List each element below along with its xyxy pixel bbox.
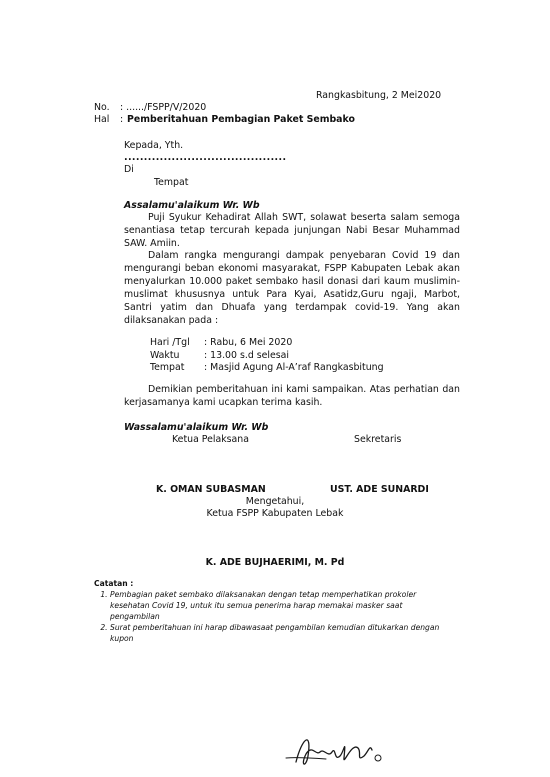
signature-graphic (282, 728, 386, 772)
detail-key: Hari /Tgl (150, 337, 190, 348)
number-value: : ....../FSPP/V/2020 (120, 102, 207, 113)
subject-colon: : (120, 114, 124, 125)
acknowledged-label: Mengetahui, (245, 496, 305, 507)
note-item: 2. Surat pemberitahuan ini harap dibawasaat pengambilan kemudian ditukarkan dengan kupon (110, 622, 454, 644)
detail-row-place (150, 361, 384, 374)
opening-salutation: Assalamu'alaikum Wr. Wb (124, 200, 260, 211)
recipient-dots: ......................................... (124, 152, 287, 163)
chairman-title: Ketua Pelaksana (172, 434, 249, 445)
paragraph-body: Dalam rangka mengurangi dampak penyebaran Covid 19 dan mengurangi beban ekonomi masyarakat, FSPP Kabupaten Lebak akan menyalurkan 10.000 paket sembako hasil donasi dari kaum muslimin-muslimat khususnya untuk Para Kyai, Asatidz,Guru ngaji, Marbot, Santri yatim dan Dhuafa yang terdampak covid-19. Yang akan dilaksanakan pada : (124, 250, 460, 326)
paragraph-closing: Demikian pemberitahuan ini kami sampaikan. Atas perhatian dan kerjasamanya kami ucapkan terima kasih. (124, 384, 460, 408)
recipient-greeting: Kepada, Yth. (124, 140, 184, 151)
fspp-chairman-title: Ketua FSPP Kabupaten Lebak (206, 508, 344, 519)
notes-list (94, 589, 454, 644)
detail-value: : Masjid Agung Al-A’raf Rangkasbitung (204, 362, 384, 373)
closing-salutation: Wassalamu'alaikum Wr. Wb (124, 422, 269, 433)
fspp-chairman-name: K. ADE BUJHAERIMI, M. Pd (205, 557, 345, 568)
notes-section (94, 578, 454, 644)
secretary-title: Sekretaris (354, 434, 402, 445)
chairman-name: K. OMAN SUBASMAN (156, 484, 266, 495)
paragraph-opening: Puji Syukur Kehadirat Allah SWT, solawat beserta salam semoga senantiasa tetap tercurah kepada junjungan Nabi Besar Muhammad SAW. Amiin. (124, 212, 460, 249)
subject-value: Pemberitahuan Pembagian Paket Sembako (127, 114, 355, 125)
detail-row-date (150, 336, 292, 349)
place-date: Rangkasbitung, 2 Mei2020 (316, 90, 442, 101)
detail-key: Waktu (150, 350, 180, 361)
detail-key: Tempat (150, 362, 185, 373)
recipient-place: Tempat (154, 177, 189, 188)
recipient-di: Di (124, 164, 134, 175)
subject-label: Hal (94, 114, 110, 125)
secretary-name: UST. ADE SUNARDI (330, 484, 429, 495)
detail-value: : 13.00 s.d selesai (204, 350, 290, 361)
notes-title: Catatan : (94, 579, 134, 588)
number-label: No. (94, 102, 110, 113)
note-item: 1. Pembagian paket sembako dilaksanakan dengan tetap memperhatikan prokoler kesehatan Covid 19, untuk itu semua penerima harap memakai masker saat pengambilan (110, 589, 454, 622)
detail-value: : Rabu, 6 Mei 2020 (204, 337, 293, 348)
